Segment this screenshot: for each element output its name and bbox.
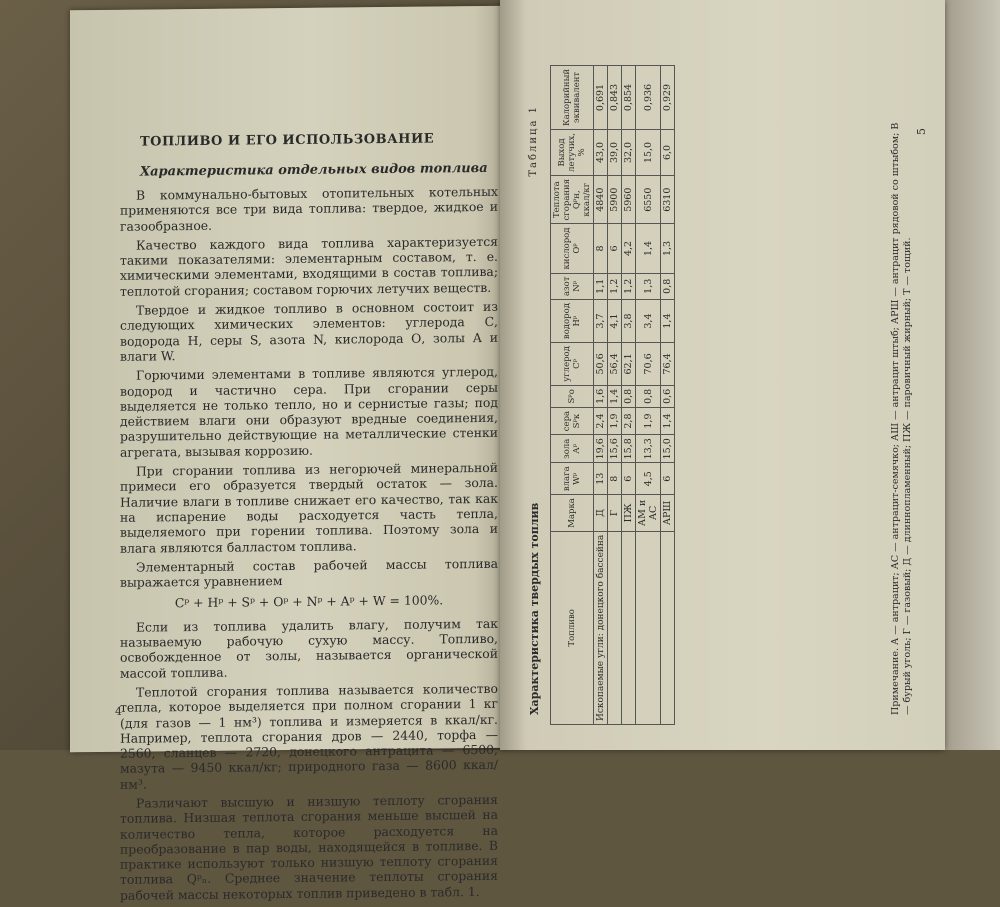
table-cell: 3,4 <box>636 300 661 343</box>
table-cell: 32,0 <box>622 130 636 176</box>
table-cell: 8 <box>594 224 608 273</box>
table-header-row <box>551 65 594 724</box>
paragraph: Горючими элементами в топливе являются углерод, водород и частично сера. При сгорании серы выделяется не только тепло, но и сернистые газы; под действием влаги они образуют вредные соединения, разрушительно действующие на металлические стенки агрегата, вызывая коррозию. <box>120 364 498 460</box>
table-cell: 1,9 <box>636 407 661 434</box>
paragraph: Если из топлива удалить влагу, получим так называемую рабочую сухую массу. Топливо, освобожденное от золы, называется органической массой топлива. <box>120 615 498 681</box>
table-cell: 1,9 <box>608 407 622 434</box>
table-cell: 0,854 <box>622 65 636 129</box>
table-row <box>661 65 675 724</box>
table-cell: АРШ <box>661 495 675 532</box>
table-cell: 1,4 <box>661 300 675 343</box>
table-cell: 1,3 <box>661 224 675 273</box>
table-cell: 15,0 <box>636 130 661 176</box>
paragraph: В коммунально-бытовых отопительных котельных применяются все три вида топлива: твердое, жидкое и газообразное. <box>120 183 498 234</box>
table-row <box>636 65 661 724</box>
table-cell: 6 <box>608 224 622 273</box>
table-cell: 39,0 <box>608 130 622 176</box>
table-cell: 1,4 <box>608 385 622 407</box>
table-cell: 1,4 <box>636 224 661 273</box>
header-cell: Калорийный эквивалент <box>551 65 594 129</box>
header-cell: кислород Oᵖ <box>551 224 594 273</box>
table-cell: 15,0 <box>661 435 675 463</box>
paragraph: Различают высшую и низшую теплоту сгорания топлива. Низшая теплота сгорания меньше высшей на количество тепла, которое расходуется на преобразование в пар воды, находящейся в топливе. В практике используют только низшую теплоту сгорания топлива Qᵖₙ. Среднее значение теплоты сгорания рабочей массы некоторых топлив приведено в табл. 1. <box>120 791 498 903</box>
header-cell: зола Aᵖ <box>551 435 594 463</box>
table-cell: Г <box>608 495 622 532</box>
table-cell: 56,4 <box>608 343 622 386</box>
right-page-content <box>500 0 945 750</box>
paragraph: При сгорании топлива из негорючей минеральной примеси его образуется твердый остаток — зола. Наличие влаги в топливе снижает его качество, так как на испарение воды расходуется часть тепла, выделяемого при горении топлива. Поэтому зола и влага являются балластом топлива. <box>120 459 498 556</box>
left-page <box>70 6 510 903</box>
table-cell: 1,2 <box>608 273 622 300</box>
table-body <box>594 65 675 724</box>
table-cell: 0,936 <box>636 65 661 129</box>
formula: Cᵖ + Hᵖ + Sᵖ + Oᵖ + Nᵖ + Aᵖ + W = 100%. <box>174 592 444 611</box>
table-cell: 1,2 <box>622 273 636 300</box>
table-cell: 50,6 <box>594 343 608 386</box>
table-cell: 62,1 <box>622 343 636 386</box>
table-cell: 2,4 <box>594 407 608 434</box>
paragraph: Элементарный состав рабочей массы топлива выражается уравнением <box>120 555 498 590</box>
header-cell: Топливо <box>551 531 594 724</box>
header-cell: Выход летучих, % <box>551 130 594 176</box>
table-cell: 6,0 <box>661 130 675 176</box>
table-cell: 15,6 <box>608 435 622 463</box>
table-cell: 0,8 <box>661 273 675 300</box>
table-cell: 0,929 <box>661 65 675 129</box>
table-cell: 0,843 <box>608 65 622 129</box>
table-cell: 1,1 <box>594 273 608 300</box>
table-cell: Ископаемые угли: донецкого бассейна <box>594 531 608 724</box>
table-cell: 13 <box>594 463 608 495</box>
table-cell: ПЖ <box>622 495 636 532</box>
table-cell: 43,0 <box>594 130 608 176</box>
table-row <box>594 65 608 724</box>
table-cell: 1,4 <box>661 407 675 434</box>
table-note: Примечание. А — антрацит; АС — антрацит-семячко; АШ — антрацит штыб; АРШ — антрацит рядовой со штыбом; В — бурый уголь; Г — газовый; Д — длиннопламенный; ПЖ — паровичный жирный; Т — тощий. <box>890 122 913 715</box>
table-cell: 1,3 <box>636 273 661 300</box>
table-cell: 3,7 <box>594 300 608 343</box>
chapter-title: ТОПЛИВО И ЕГО ИСПОЛЬЗОВАНИЕ <box>140 131 435 150</box>
table-cell: 5900 <box>608 175 622 224</box>
rotated-table-block <box>520 68 935 735</box>
header-cell: Теплота сгорания Qᵖн, ккал/кг <box>551 175 594 224</box>
table-cell: 6550 <box>636 175 661 224</box>
table-cell: 4,1 <box>608 300 622 343</box>
table-cell: 2,8 <box>622 407 636 434</box>
table-cell: 0,691 <box>594 65 608 129</box>
table-cell: АМ и АС <box>636 495 661 532</box>
fuel-table <box>550 65 675 725</box>
paragraph: Твердое и жидкое топливо в основном состоит из следующих химических элементов: углерода С, водорода Н, серы S, азота N, кислорода О, золы А и влаги W. <box>120 298 498 364</box>
table-cell: 3,8 <box>622 300 636 343</box>
table-cell <box>622 531 636 724</box>
body-text <box>120 184 498 907</box>
header-cell: сера Sᵖк <box>551 407 594 434</box>
table-number: Таблица 1 <box>528 105 539 177</box>
table-cell: 4,5 <box>636 463 661 495</box>
table-title: Характеристика твердых топлив <box>528 502 541 715</box>
table-cell: 4840 <box>594 175 608 224</box>
table-cell: 76,4 <box>661 343 675 386</box>
header-cell: влага Wᵖ <box>551 463 594 495</box>
paragraph: Качество каждого вида топлива характеризуется такими показателями: элементарным составом, т. е. химическими элементами, входящими в состав топлива; теплотой сгорания; составом горючих летучих веществ. <box>120 233 498 299</box>
page-number-left: 4 <box>115 704 122 718</box>
table-cell: 8 <box>608 463 622 495</box>
table-cell: 13,3 <box>636 435 661 463</box>
table-cell <box>608 531 622 724</box>
table-cell: 6310 <box>661 175 675 224</box>
table-cell <box>661 531 675 724</box>
table-cell: 1,6 <box>594 385 608 407</box>
table-row <box>622 65 636 724</box>
table-row <box>608 65 622 724</box>
table-cell <box>636 531 661 724</box>
header-cell: азот Nᵖ <box>551 273 594 300</box>
table-cell: Д <box>594 495 608 532</box>
header-cell: водород Hᵖ <box>551 300 594 343</box>
table-cell: 0,6 <box>661 385 675 407</box>
table-cell: 6 <box>622 463 636 495</box>
table-cell: 5960 <box>622 175 636 224</box>
section-title: Характеристика отдельных видов топлива <box>140 160 488 180</box>
header-cell: Sᵖо <box>551 385 594 407</box>
header-cell: Марка <box>551 495 594 532</box>
table-cell: 0,8 <box>636 385 661 407</box>
table-cell: 0,8 <box>622 385 636 407</box>
table-cell: 6 <box>661 463 675 495</box>
table-cell: 70,6 <box>636 343 661 386</box>
table-cell: 4,2 <box>622 224 636 273</box>
paragraph: Теплотой сгорания топлива называется количество тепла, которое выделяется при полном сгорании 1 кг (для газов — 1 нм³) топлива и измеряется в ккал/кг. Например, теплота сгорания дров — 2440, торфа — 2560, сланцев — 2720, донецкого антрацита — 6500, мазута — 9450 ккал/кг; природного газа — 8600 ккал/нм³. <box>120 680 498 792</box>
table-cell: 19,6 <box>594 435 608 463</box>
header-cell: углерод Cᵖ <box>551 343 594 386</box>
page-number-right: 5 <box>915 128 928 135</box>
table-cell: 15,8 <box>622 435 636 463</box>
